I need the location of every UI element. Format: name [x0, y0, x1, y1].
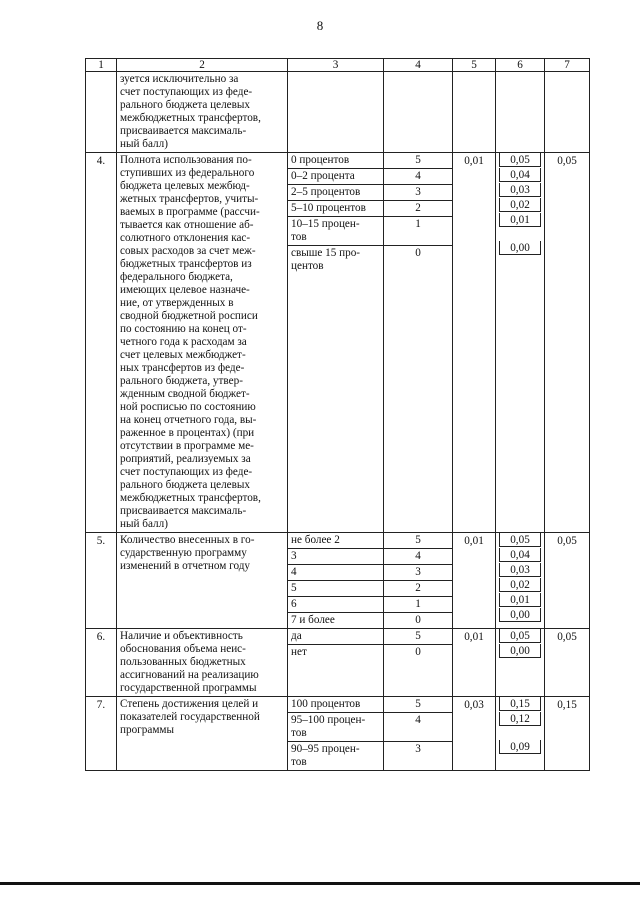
scores-cell — [496, 697, 545, 771]
criterion-line: не более 2 — [291, 534, 340, 546]
description-line: показателей государственной — [120, 711, 260, 723]
criterion-line: 5–10 процентов — [291, 202, 366, 214]
description-line: совых расходов за счет меж- — [120, 245, 256, 257]
score-value — [496, 629, 544, 644]
row-number: 6. — [86, 629, 117, 697]
description-line: программы — [120, 724, 174, 736]
criterion — [288, 533, 383, 549]
description-cell — [117, 153, 288, 533]
criterion-line: свыше 15 про- — [291, 247, 361, 259]
continuation-row — [86, 72, 590, 153]
criteria-cell — [288, 533, 384, 629]
column-header: 7 — [545, 59, 590, 72]
num-cell — [86, 72, 117, 153]
evaluation-table — [85, 58, 590, 771]
points-value: 5 — [384, 533, 452, 549]
points-cell — [384, 533, 453, 629]
max-score-cell: 0,15 — [545, 697, 590, 771]
scores-cell — [496, 533, 545, 629]
criteria-cell — [288, 697, 384, 771]
criterion-line: 10–15 процен- — [291, 218, 360, 230]
scores-cell — [496, 629, 545, 697]
description-line: ассигнований на реализацию — [120, 669, 259, 681]
score-value — [496, 563, 544, 578]
max-score-cell: 0,05 — [545, 153, 590, 533]
row-number: 7. — [86, 697, 117, 771]
empty-cell — [384, 72, 453, 153]
column-header: 5 — [453, 59, 496, 72]
criterion — [288, 217, 383, 246]
score-box: 0,04 — [499, 548, 541, 562]
description-cell — [117, 629, 288, 697]
score-value — [496, 241, 544, 269]
criterion — [288, 201, 383, 217]
criterion — [288, 246, 383, 274]
description-line: раженное в процентах) (при — [120, 427, 255, 439]
criterion-line: центов — [291, 260, 324, 272]
criterion — [288, 581, 383, 597]
score-box: 0,03 — [499, 183, 541, 197]
score-value — [496, 712, 544, 740]
score-value — [496, 644, 544, 659]
points-value: 3 — [384, 565, 452, 581]
criterion-line: тов — [291, 756, 307, 768]
description-line: жетных трансфертов, учиты- — [120, 193, 259, 205]
score-box: 0,05 — [499, 533, 541, 547]
score-value — [496, 533, 544, 548]
description-line: изменений в отчетном году — [120, 560, 251, 572]
description-line: Степень достижения целей и — [120, 698, 259, 710]
description-line: пользованных бюджетных — [120, 656, 246, 668]
points-value: 2 — [384, 581, 452, 597]
criterion-line: 6 — [291, 598, 297, 610]
score-box: 0,01 — [499, 213, 541, 227]
criterion-line: 5 — [291, 582, 297, 594]
description-line: по состоянию на конец от- — [120, 323, 247, 335]
score-box: 0,12 — [499, 712, 541, 726]
column-header: 4 — [384, 59, 453, 72]
points-value: 5 — [384, 153, 452, 169]
score-value — [496, 198, 544, 213]
description-line: рального бюджета, утвер- — [120, 375, 243, 387]
description-line: рального бюджета целевых — [120, 479, 251, 491]
score-value — [496, 548, 544, 563]
criteria-cell — [288, 153, 384, 533]
criterion — [288, 629, 383, 645]
points-value: 0 — [415, 247, 421, 259]
criterion — [288, 697, 383, 713]
criterion-line: 0–2 процента — [291, 170, 355, 182]
description-line: тывается как отношение аб- — [120, 219, 254, 231]
description-line: Полнота использования по- — [120, 154, 252, 166]
criterion-line: нет — [291, 646, 307, 658]
criterion — [288, 169, 383, 185]
points-cell — [384, 153, 453, 533]
criterion — [288, 153, 383, 169]
description-line: Наличие и объективность — [120, 630, 243, 642]
points-value: 0 — [415, 646, 421, 658]
criterion — [288, 613, 383, 628]
description-line: межбюджетных трансфертов, — [120, 492, 261, 504]
description-line: солютного отклонения кас- — [120, 232, 251, 244]
description-line: федерального бюджета, — [120, 271, 233, 283]
scores-cell — [496, 153, 545, 533]
criteria-cell — [288, 629, 384, 697]
weight-cell: 0,01 — [453, 533, 496, 629]
empty-cell — [496, 72, 545, 153]
description-line: ный балл) — [120, 138, 168, 150]
score-box: 0,00 — [499, 608, 541, 622]
points-value: 5 — [384, 697, 452, 713]
description-line: счет целевых межбюджет- — [120, 349, 246, 361]
table-row — [86, 153, 590, 533]
description-line: ние, от утвержденных в — [120, 297, 234, 309]
score-value — [496, 213, 544, 241]
column-header: 6 — [496, 59, 545, 72]
description-line: ваемых в программе (рассчи- — [120, 206, 260, 218]
points-value: 0 — [415, 614, 421, 626]
criterion — [288, 645, 383, 660]
score-box: 0,15 — [499, 697, 541, 711]
description-line: присваивается максималь- — [120, 125, 247, 137]
score-box: 0,04 — [499, 168, 541, 182]
criterion-line: 4 — [291, 566, 297, 578]
description-line: счет поступающих из феде- — [120, 86, 253, 98]
description-line: счет поступающих из феде- — [120, 466, 253, 478]
criterion — [288, 565, 383, 581]
criterion-line: да — [291, 630, 302, 642]
table-row — [86, 629, 590, 697]
weight-cell: 0,01 — [453, 629, 496, 697]
criterion-line: 95–100 процен- — [291, 714, 366, 726]
description-line: ных трансфертов из феде- — [120, 362, 245, 374]
criterion — [288, 742, 383, 770]
points-value: 3 — [384, 185, 452, 201]
description-cell — [117, 533, 288, 629]
description-cell — [117, 697, 288, 771]
score-box: 0,00 — [499, 241, 541, 255]
score-value — [496, 697, 544, 712]
points-value: 2 — [384, 201, 452, 217]
score-value — [496, 578, 544, 593]
score-value — [496, 168, 544, 183]
criterion — [288, 597, 383, 613]
criterion-line: тов — [291, 727, 307, 739]
page-number: 8 — [316, 18, 324, 33]
score-box: 0,09 — [499, 740, 541, 754]
empty-cell — [288, 72, 384, 153]
description-line: бюджетных трансфертов из — [120, 258, 252, 270]
description-line: межбюджетных трансфертов, — [120, 112, 261, 124]
points-value: 5 — [384, 629, 452, 645]
description-line: отсутствии в программе ме- — [120, 440, 254, 452]
criterion-line: 100 процентов — [291, 698, 361, 710]
description-cell — [117, 72, 288, 153]
column-header: 3 — [288, 59, 384, 72]
description-line: рального бюджета целевых — [120, 99, 251, 111]
description-line: Количество внесенных в го- — [120, 534, 255, 546]
score-value — [496, 608, 544, 623]
description-line: роприятий, реализуемых за — [120, 453, 251, 465]
score-box: 0,00 — [499, 644, 541, 658]
score-box: 0,02 — [499, 198, 541, 212]
footer-rule — [0, 882, 640, 885]
criterion-line: 7 и более — [291, 614, 335, 626]
score-box: 0,03 — [499, 563, 541, 577]
criterion-line: 90–95 процен- — [291, 743, 360, 755]
max-score-cell: 0,05 — [545, 629, 590, 697]
description-line: жденным сводной бюджет- — [120, 388, 250, 400]
description-line: на конец отчетного года, вы- — [120, 414, 257, 426]
criterion-line: тов — [291, 231, 307, 243]
score-value — [496, 183, 544, 198]
row-number: 5. — [86, 533, 117, 629]
row-number: 4. — [86, 153, 117, 533]
header-row — [86, 59, 590, 72]
points-cell — [384, 697, 453, 771]
description-line: ный балл) — [120, 518, 168, 530]
column-header: 1 — [86, 59, 117, 72]
table-row — [86, 697, 590, 771]
points-value: 1 — [384, 597, 452, 613]
score-box: 0,05 — [499, 153, 541, 167]
points-value: 4 — [384, 169, 452, 185]
description-line: присваивается максималь- — [120, 505, 247, 517]
score-box: 0,05 — [499, 629, 541, 643]
table-row — [86, 533, 590, 629]
description-line: зуется исключительно за — [120, 73, 239, 85]
description-line: бюджета целевых межбюд- — [120, 180, 250, 192]
weight-cell: 0,03 — [453, 697, 496, 771]
description-line: четного года к расходам за — [120, 336, 247, 348]
score-value — [496, 593, 544, 608]
criterion — [288, 185, 383, 201]
criterion-line: 3 — [291, 550, 297, 562]
points-value: 4 — [384, 549, 452, 565]
criterion-line: 0 процентов — [291, 154, 350, 166]
score-value — [496, 740, 544, 768]
points-value: 3 — [415, 743, 421, 755]
points-value: 4 — [384, 713, 452, 742]
score-box: 0,02 — [499, 578, 541, 592]
points-value: 1 — [384, 217, 452, 246]
description-line: сводной бюджетной росписи — [120, 310, 258, 322]
description-line: обоснования объема неис- — [120, 643, 246, 655]
empty-cell — [545, 72, 590, 153]
description-line: государственной программы — [120, 682, 257, 694]
description-line: ной росписью по состоянию — [120, 401, 256, 413]
weight-cell: 0,01 — [453, 153, 496, 533]
description-line: имеющих целевое назначе- — [120, 284, 250, 296]
description-line: сударственную программу — [120, 547, 247, 559]
criterion — [288, 549, 383, 565]
score-box: 0,01 — [499, 593, 541, 607]
score-value — [496, 153, 544, 168]
criterion-line: 2–5 процентов — [291, 186, 361, 198]
criterion — [288, 713, 383, 742]
column-header: 2 — [117, 59, 288, 72]
description-line: ступивших из федерального — [120, 167, 255, 179]
max-score-cell: 0,05 — [545, 533, 590, 629]
empty-cell — [453, 72, 496, 153]
points-cell — [384, 629, 453, 697]
